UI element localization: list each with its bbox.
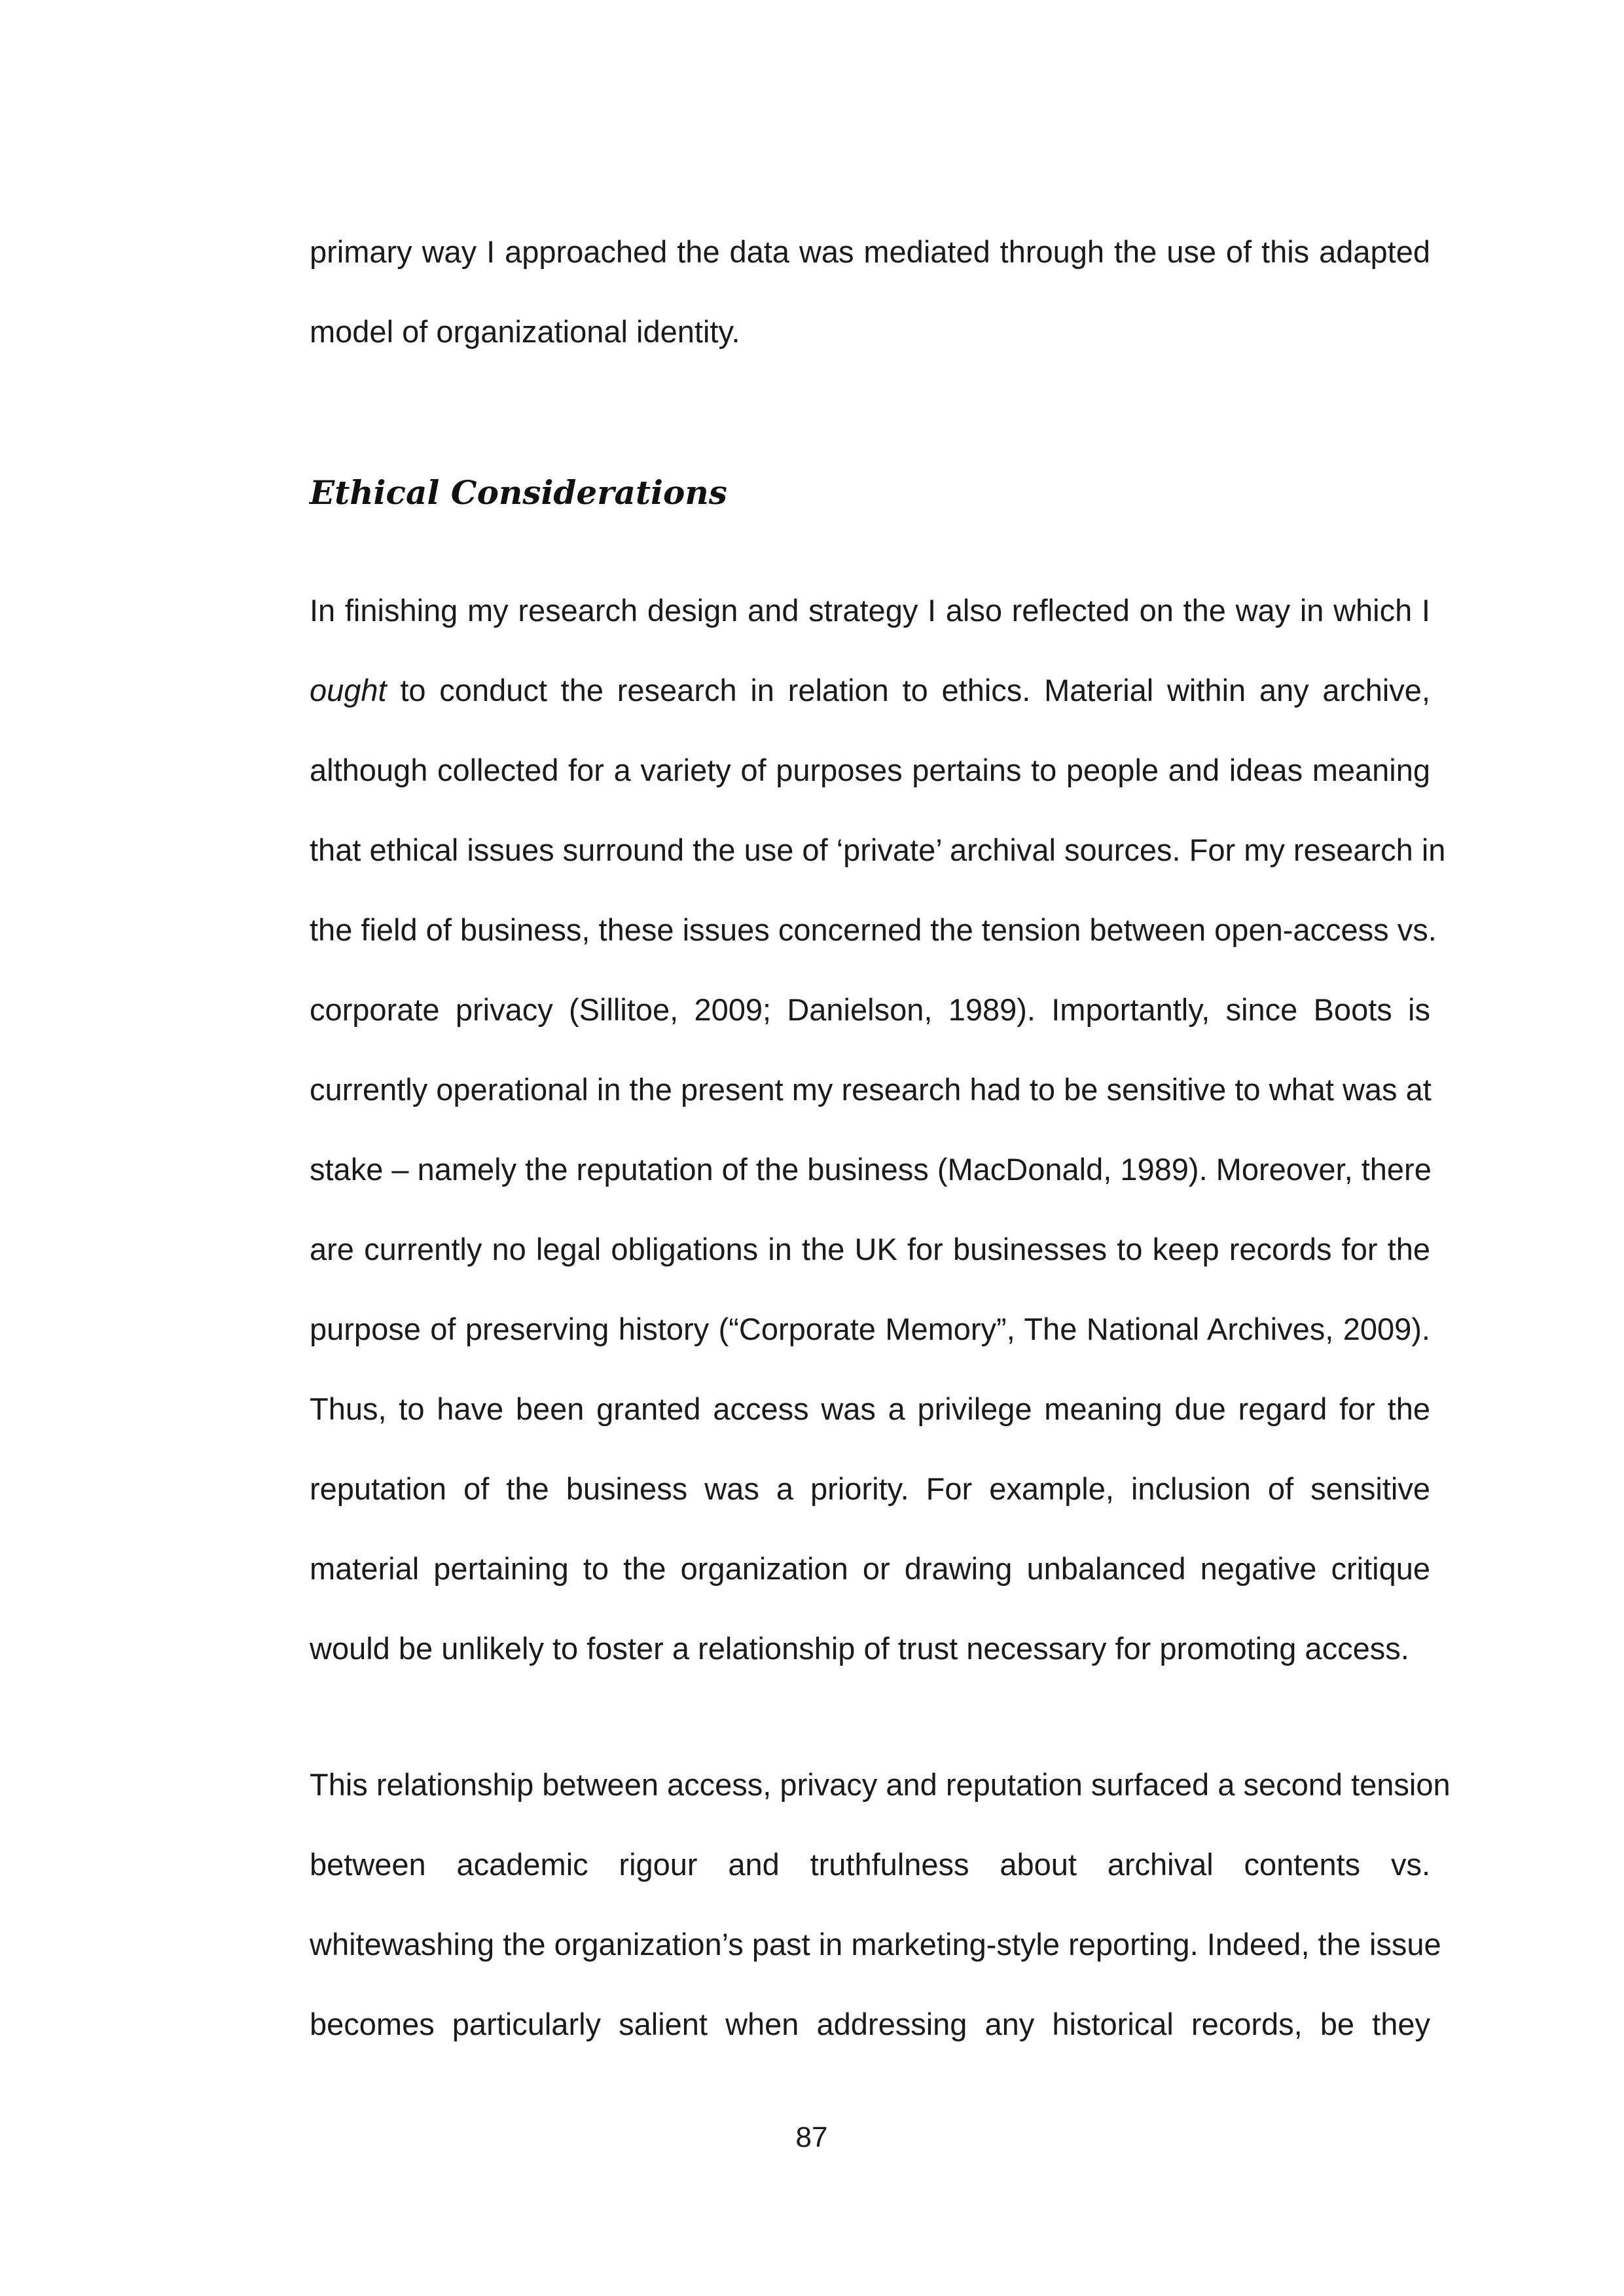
text-line: the field of business, these issues concerned the tension between open-access vs. xyxy=(310,912,1437,947)
text-line: whitewashing the organization’s past in marketing-style reporting. Indeed, the issue xyxy=(310,1927,1441,1962)
paragraph-ethics xyxy=(310,588,1446,1706)
text-line: although collected for a variety of purposes pertains to people and ideas meaning xyxy=(310,753,1430,787)
text-line: primary way I approached the data was mediated through the use of this adapted xyxy=(310,234,1430,269)
text-line-with-emphasis xyxy=(310,668,1430,747)
text-fragment: to conduct the research in relation to ethics. Material within any archive, xyxy=(386,673,1430,708)
paragraph-tension xyxy=(310,1762,1451,2081)
text-line: Thus, to have been granted access was a privilege meaning due regard for the xyxy=(310,1391,1430,1426)
text-line: reputation of the business was a priority. For example, inclusion of sensitive xyxy=(310,1471,1430,1506)
text-line: stake – namely the reputation of the business (MacDonald, 1989). Moreover, there xyxy=(310,1152,1432,1187)
paragraph-top xyxy=(310,229,1430,389)
text-line: model of organizational identity. xyxy=(310,314,740,349)
page-number: 87 xyxy=(795,2121,828,2153)
text-line: In finishing my research design and strategy I also reflected on the way in which I xyxy=(310,593,1430,628)
text-line: material pertaining to the organization or drawing unbalanced negative critique xyxy=(310,1551,1430,1586)
text-line: purpose of preserving history (“Corporate Memory”, The National Archives, 2009). xyxy=(310,1312,1430,1346)
text-line: that ethical issues surround the use of ‘private’ archival sources. For my research in xyxy=(310,833,1446,867)
text-line: becomes particularly salient when addressing any historical records, be they xyxy=(310,2007,1430,2041)
text-line: are currently no legal obligations in the UK for businesses to keep records for the xyxy=(310,1232,1430,1266)
text-line: would be unlikely to foster a relationship of trust necessary for promoting access. xyxy=(310,1631,1409,1666)
text-line: currently operational in the present my research had to be sensitive to what was at xyxy=(310,1072,1432,1107)
text-line: corporate privacy (Sillitoe, 2009; Danielson, 1989). Importantly, since Boots is xyxy=(310,992,1430,1027)
emphasized-word: ought xyxy=(310,673,387,708)
section-heading: Ethical Considerations xyxy=(310,473,727,512)
text-line: This relationship between access, privacy and reputation surfaced a second tension xyxy=(310,1767,1451,1802)
text-line: between academic rigour and truthfulness about archival contents vs. xyxy=(310,1847,1430,1882)
